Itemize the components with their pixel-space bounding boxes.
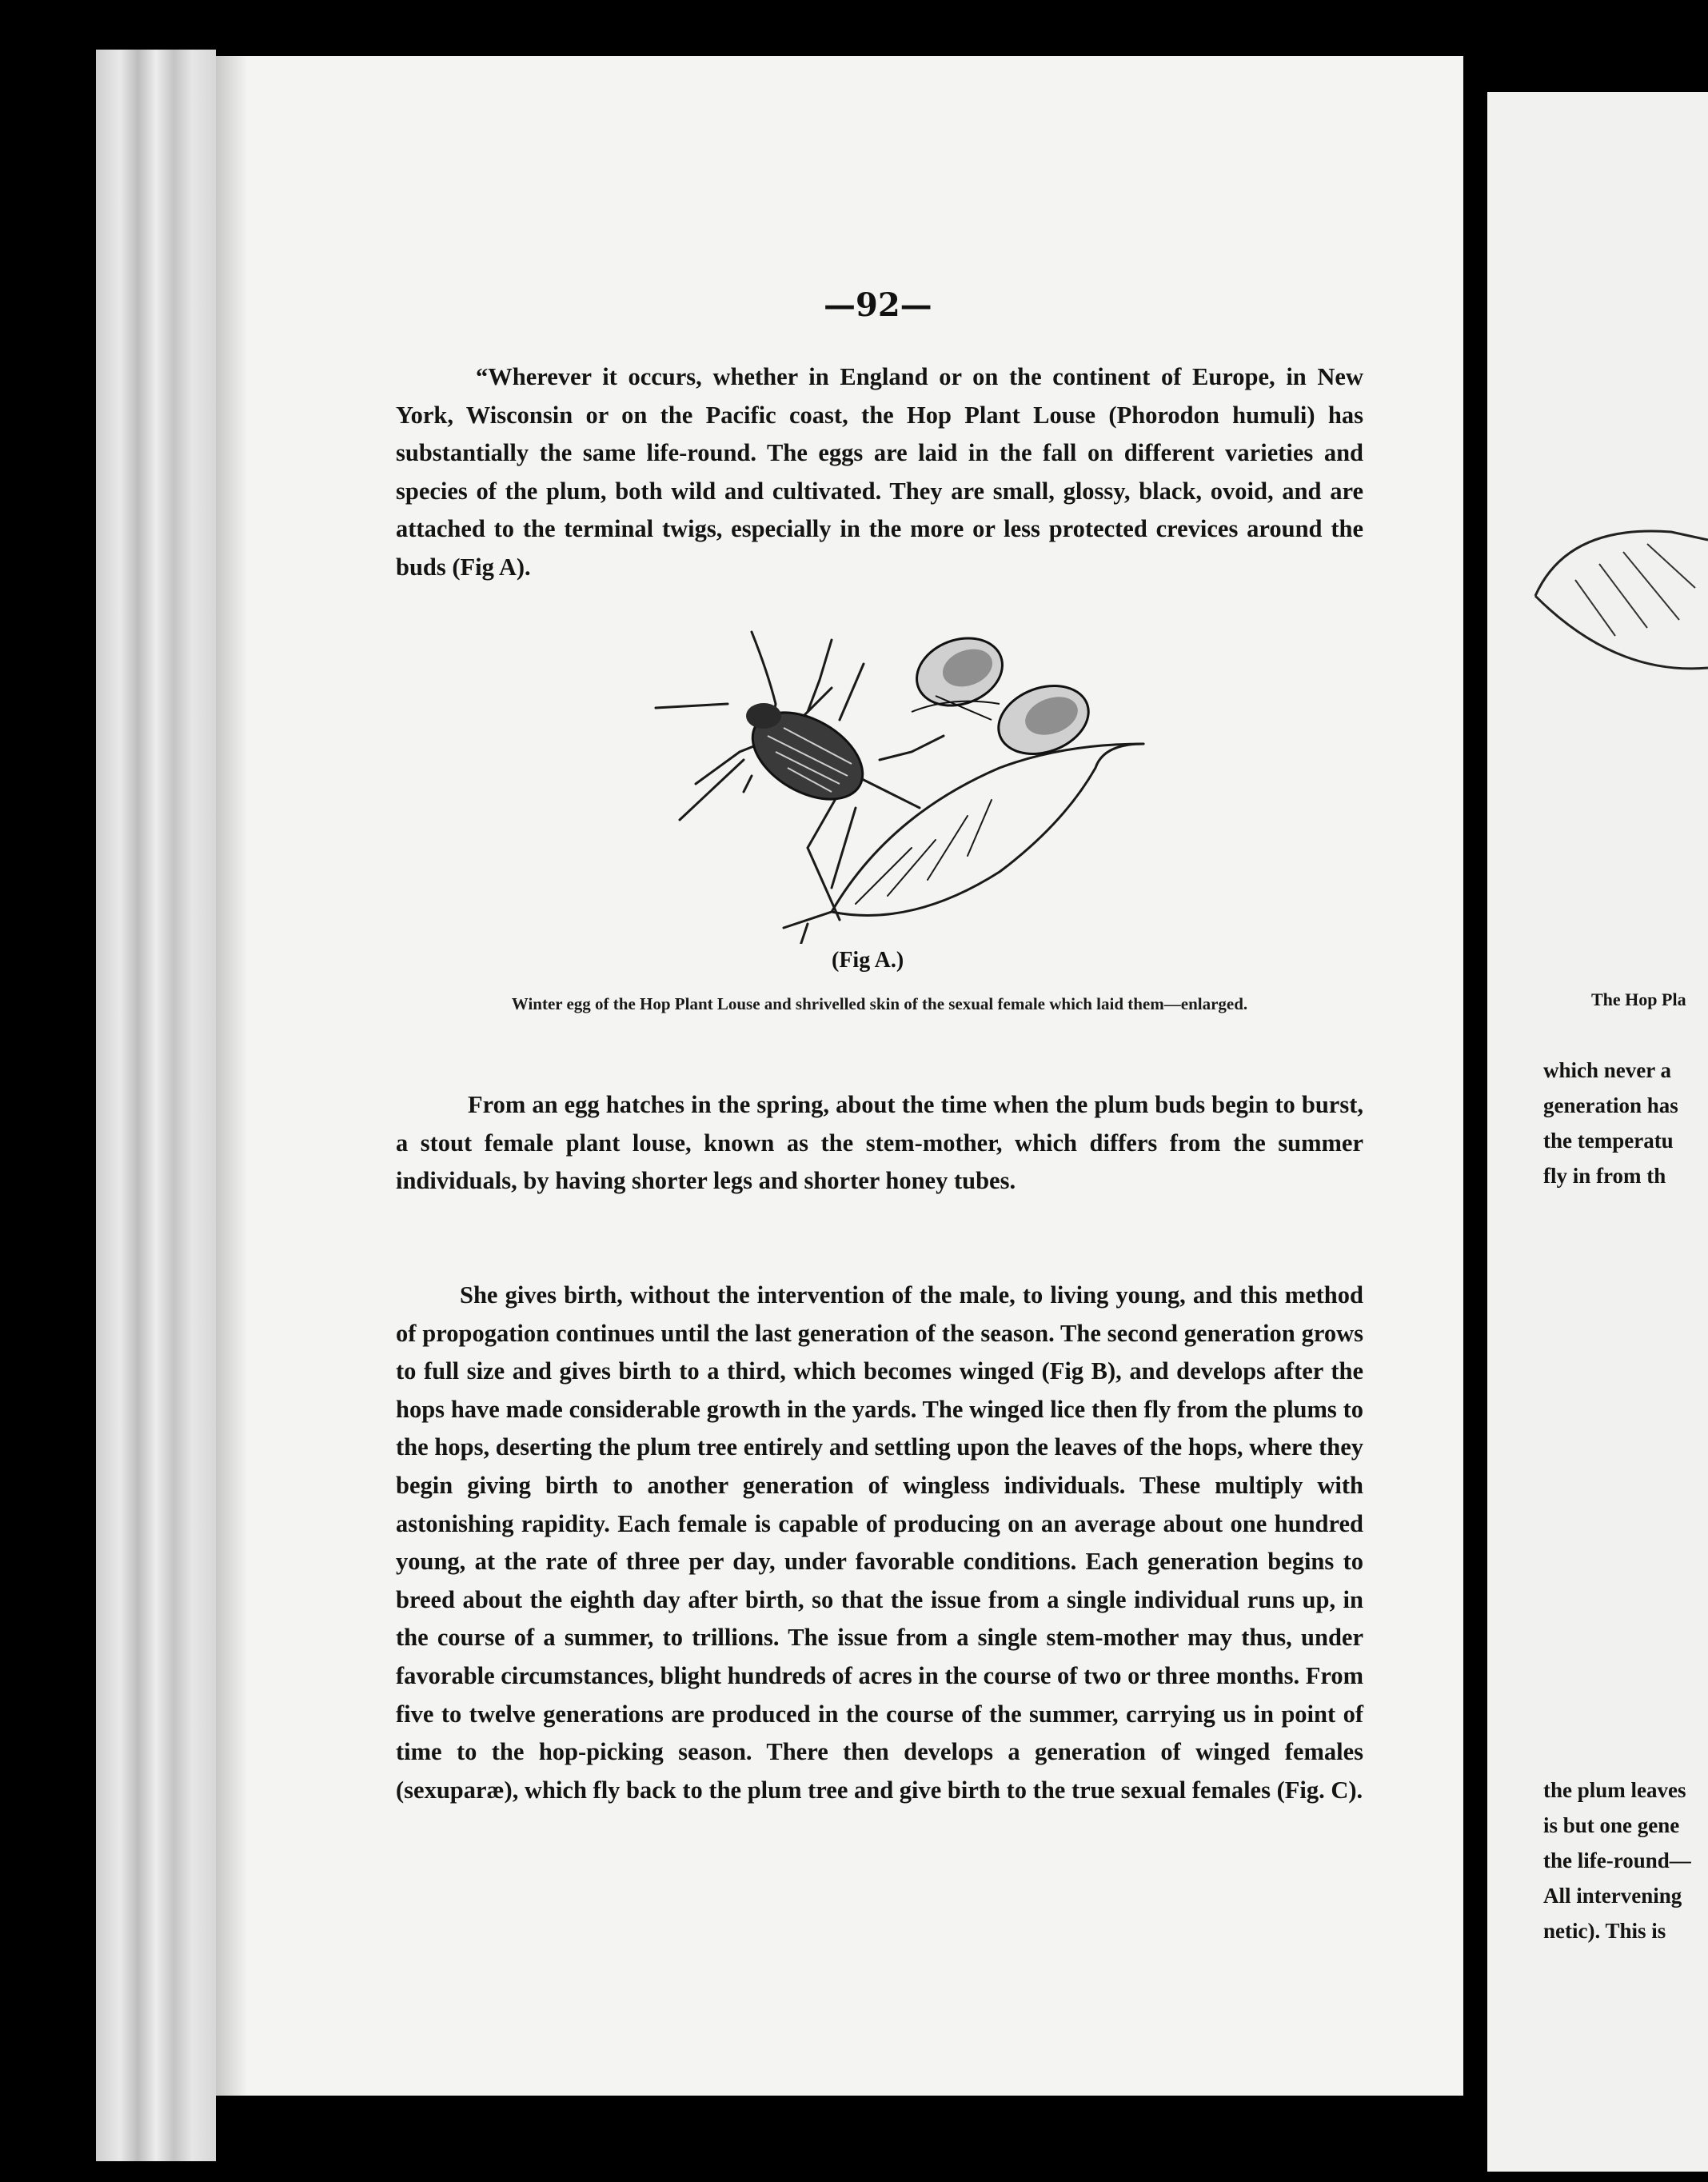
page-shadow [216, 56, 248, 2096]
figure-caption: Winter egg of the Hop Plant Louse and shrivelled skin of the sexual female which laid them—enlarged. [511, 994, 1248, 1013]
right-page-line: the plum leaves [1543, 1778, 1686, 1802]
right-page-line: fly in from th [1543, 1164, 1666, 1188]
right-page-caption-fragment: The Hop Pla [1591, 989, 1686, 1009]
egg-lower [989, 674, 1098, 766]
right-page-leaf-sketch [1487, 412, 1708, 732]
right-page-line: netic). This is [1543, 1919, 1666, 1943]
page-stack-edge [96, 50, 216, 2161]
paragraph-1: “Wherever it occurs, whether in England or on the continent of Europe, in New York, Wisconsin or on the Pacific coast, the Hop Plant Louse (Phorodon humuli) has substantially the same life-round. The eggs are laid in the fall on different varieties and species of the plum, both wild and cultivated. They are small, glossy, black, ovoid, and are attached to the terminal twigs, especially in the more or less protected crevices around the buds (Fig A). [396, 363, 1363, 581]
figure-hop-louse-illustration [648, 608, 1159, 944]
book-gutter [1463, 48, 1487, 2176]
page-number: —92— [824, 286, 932, 324]
paragraph-3: She gives birth, without the intervention of the male, to living young, and this method of propogation continues until the last generation of the season. The second generation grows to full size and gives birth to a third, which becomes winged (Fig B), and develops after the hops have made considerable growth in the yards. The winged lice then fly from the plums to the hops, deserting the plum tree entirely and settling upon the leaves of the hops, where they begin giving birth to another generation of wingless individuals. These multiply with astonishing rapidity. Each female is capable of producing on an average about one hundred young, at the rate of three per day, under favorable conditions. Each generation begins to breed about the eighth day after birth, so that the issue from a single individual runs up, in the course of a summer, to trillions. The issue from a single stem-mother may thus, under favorable circumstances, blight hundreds of acres in the course of two or three months. From five to twelve generations are produced in the course of the summer, carrying us in point of time to the hop-picking season. There then develops a generation of winged females (sexuparæ), which fly back to the plum tree and give birth to the true sexual females (Fig. C). [396, 1281, 1363, 1804]
right-page-line: the temperatu [1543, 1129, 1674, 1153]
right-page-line: which never a [1543, 1058, 1671, 1082]
right-page-text-block-1 [1543, 1053, 1708, 1193]
figure-label: (Fig A.) [832, 948, 904, 973]
right-page-line: is but one gene [1543, 1813, 1680, 1837]
paragraph-2: From an egg hatches in the spring, about the time when the plum buds begin to burst, a stout female plant louse, known as the stem-mother, which differs from the summer individuals, by having shorter legs and shorter honey tubes. [396, 1091, 1363, 1195]
right-page-text-block-2 [1543, 1772, 1708, 1948]
right-page-line: the life-round— [1543, 1848, 1691, 1872]
right-page-line: generation has [1543, 1093, 1678, 1117]
leaf-outline [832, 744, 1143, 912]
right-page-line: All intervening [1543, 1884, 1682, 1908]
